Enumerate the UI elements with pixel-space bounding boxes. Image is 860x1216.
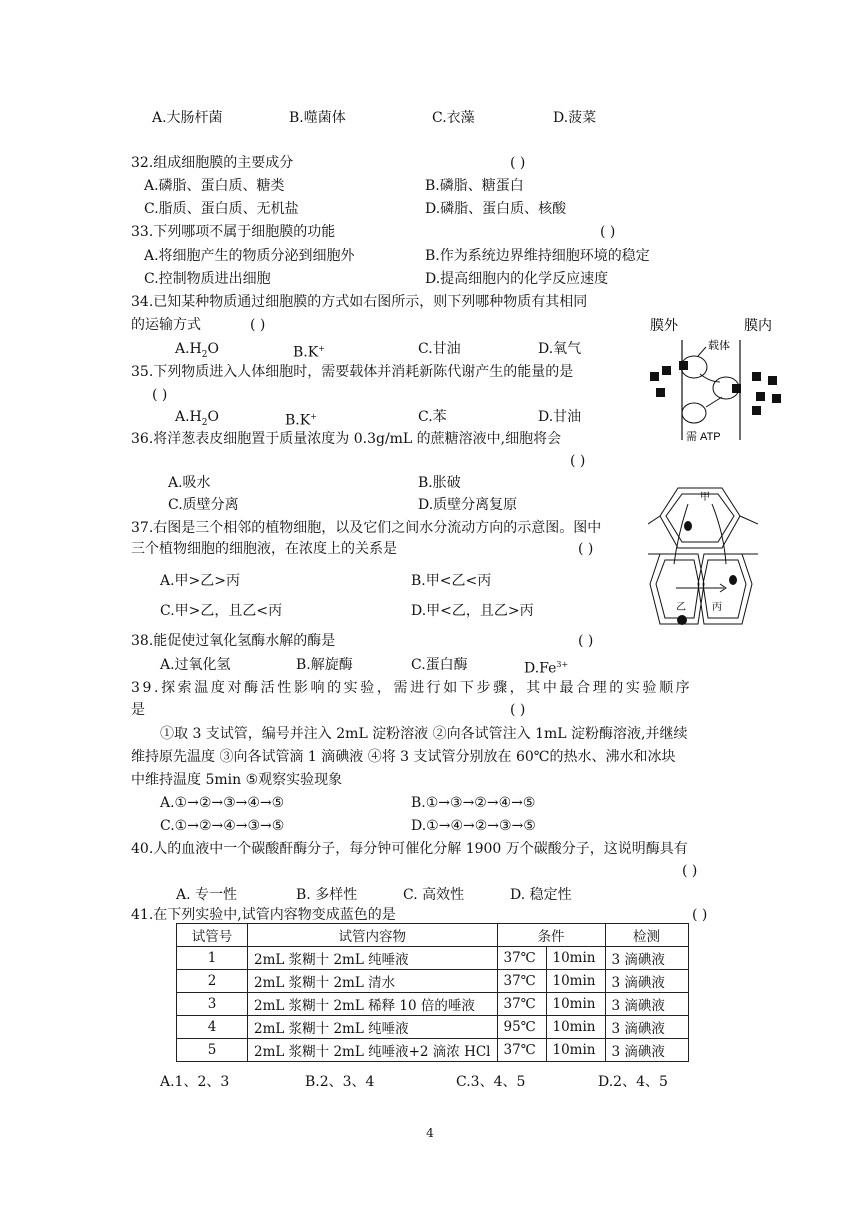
q34-option-b: B.K+ [293,344,325,361]
q34-option-c: C.甘油 [418,341,461,357]
q40-option-d: D. 稳定性 [510,887,572,903]
q40-answer-paren: ( ) [682,863,698,879]
q38-answer-paren: ( ) [578,633,594,649]
carrier-arrow-2 [706,397,722,407]
q35-stem: 35.下列物质进入人体细胞时，需要载体并消耗新陈代谢产生的能量的是 [131,364,574,380]
molecule-inside-3 [756,392,765,401]
cell-time: 10min [546,993,605,1016]
cell-yi-label: 乙 [676,602,686,613]
q39-step-line3: 中维持温度 5min ⑤观察实验现象 [131,772,343,788]
q39-step-line2: 维持原先温度 ③向各试管滴 1 滴碘液 ④将 3 支试管分别放在 60℃的热水、沸水和冰块 [131,749,676,765]
cell-tube: 3 [177,993,248,1016]
q33-answer-paren: ( ) [600,224,616,240]
cell-time: 10min [546,947,605,970]
q35-answer-paren: ( ) [152,387,168,403]
q34-option-a: $A.H_2O$ [175,341,219,360]
q31-option-c: C.衣藻 [432,110,475,126]
cell-contents: 2mL 浆糊十 2mL 纯唾液 [248,1016,498,1039]
cell-detection: 3 滴碘液 [605,970,688,993]
q37-option-a: A.甲>乙>丙 [160,573,241,589]
q41-answer-paren: ( ) [692,907,708,923]
q41-option-a: A.1、2、3 [160,1074,230,1090]
cell-bing-label: 丙 [712,602,722,613]
membrane-inside-label: 膜内 [744,317,772,333]
cell-contents: 2mL 浆糊十 2mL 纯唾液+2 滴浓 HCl [248,1039,498,1062]
q39-option-c: C.①→②→④→③→⑤ [160,818,285,834]
carrier-protein-3 [682,403,706,423]
q41-stem: 41.在下列实验中,试管内容物变成蓝色的是 [131,907,396,923]
cell-time: 10min [546,970,605,993]
q41-option-d: D.2、4、5 [598,1074,668,1090]
q32-option-b: B.磷脂、糖蛋白 [425,178,524,194]
q36-stem: 36.将洋葱表皮细胞置于质量浓度为 0.3g/mL 的蔗糖溶液中,细胞将会 [131,431,562,447]
molecule-inside-4 [772,394,781,403]
molecule-outside-3 [656,388,665,397]
q40-option-c: C. 高效性 [403,887,465,903]
q33-option-a: A.将细胞产生的物质分泌到细胞外 [144,248,355,264]
q38-option-d: $D.Fe^{3+}$ [524,660,569,677]
cell-temperature: 37℃ [497,947,546,970]
carrier-pointer [698,347,706,356]
q37-answer-paren: ( ) [578,541,594,557]
q39-stem-line2: 是 [131,702,145,718]
q32-option-a: A.磷脂、蛋白质、糖类 [144,178,285,194]
q37-stem-line1: 37.右图是三个相邻的植物细胞，以及它们之间水分流动方向的示意图。图中 [131,520,602,536]
molecule-in-carrier-in [732,384,741,393]
table-row [177,1039,689,1062]
q36-option-d: D.质壁分离复原 [418,497,518,513]
cell-detection: 3 滴碘液 [605,1039,688,1062]
q38-option-a: A.过氧化氢 [160,657,231,673]
cell-tube: 4 [177,1016,248,1039]
table-header-row [177,924,689,947]
q35-option-d: D.甘油 [538,409,582,425]
q37-option-b: B.甲<乙<丙 [411,573,492,589]
q36-option-c: C.质壁分离 [168,497,239,513]
q31-option-b: B.噬菌体 [289,110,346,126]
q34-option-d: D.氧气 [538,341,582,357]
q31-option-d: D.菠菜 [553,110,597,126]
q35-option-a: $A.H_2O$ [175,409,219,428]
q40-stem: 40.人的血液中一个碳酸酐酶分子，每分钟可催化分解 1900 万个碳酸分子，这说明酶具有 [131,841,688,857]
cell-tube: 2 [177,970,248,993]
nucleus-bing [729,575,737,585]
atp-label: 需 ATP [686,431,721,443]
header-conditions: 条件 [497,924,605,947]
carrier-label: 载体 [708,340,730,352]
q31-option-a: A.大肠杆菌 [152,110,223,126]
q38-option-c: C.蛋白酶 [411,657,468,673]
q32-answer-paren: ( ) [510,155,526,171]
cell-tube: 5 [177,1039,248,1062]
q40-option-b: B. 多样性 [296,887,358,903]
cell-temperature: 95℃ [497,1016,546,1039]
q39-option-b: B.①→③→②→④→⑤ [411,795,536,811]
cell-time: 10min [546,1016,605,1039]
cell-jia-label: 甲 [700,492,710,503]
q41-option-c: C.3、4、5 [456,1074,526,1090]
q36-option-a: A.吸水 [168,475,211,491]
q39-option-d: D.①→④→②→③→⑤ [411,818,536,834]
q35-option-c: C.苯 [418,409,447,425]
q39-stem-line1: 39.探索温度对酶活性影响的实验，需进行如下步骤，其中最合理的实验顺序 [131,680,693,696]
water-flow-arrow-jia-yi [674,504,688,564]
cell-time: 10min [546,1039,605,1062]
q33-option-c: C.控制物质进出细胞 [144,271,271,287]
cell-detection: 3 滴碘液 [605,1016,688,1039]
header-detection: 检测 [605,924,688,947]
table-row [177,993,689,1016]
table-row [177,970,689,993]
table-row [177,947,689,970]
page-number: 4 [426,1126,434,1140]
plant-cells-diagram [648,484,758,634]
membrane-transport-diagram [640,312,790,447]
q32-stem: 32.组成细胞膜的主要成分 [131,155,294,171]
water-flow-arrow-jia-bing [712,504,726,564]
q34-stem-line1: 34.已知某种物质通过细胞膜的方式如右图所示，则下列哪种物质有其相同 [131,294,588,310]
cell-contents: 2mL 浆糊十 2mL 稀释 10 倍的唾液 [248,993,498,1016]
q39-option-a: A.①→②→③→④→⑤ [160,795,285,811]
molecule-outside-1 [650,372,659,381]
cell-temperature: 37℃ [497,993,546,1016]
q33-option-d: D.提高细胞内的化学反应速度 [425,271,609,287]
q39-step-line1: ①取 3 支试管，编号并注入 2mL 淀粉溶液 ②向各试管注入 1mL 淀粉酶溶液,并继续 [160,726,688,742]
cell-detection: 3 滴碘液 [605,993,688,1016]
molecule-inside-2 [768,376,777,385]
q36-option-b: B.胀破 [418,475,461,491]
nucleus-jia [684,521,692,531]
q36-answer-paren: ( ) [570,453,586,469]
molecule-in-carrier-out [679,361,688,370]
q34-stem-line2: 的运输方式 [131,317,201,333]
q37-stem-line2: 三个植物细胞的细胞液，在浓度上的关系是 [131,541,397,557]
cell-yi-wall [650,554,704,624]
q35-option-b: B.K+ [285,412,317,429]
q41-option-b: B.2、3、4 [305,1074,375,1090]
molecule-inside-1 [752,372,761,381]
q39-answer-paren: ( ) [510,702,526,718]
q32-option-d: D.磷脂、蛋白质、核酸 [425,201,567,217]
experiment-table [176,923,689,1062]
q38-option-b: B.解旋酶 [296,657,353,673]
q32-option-c: C.脂质、蛋白质、无机盐 [144,201,299,217]
q38-stem: 38.能促使过氧化氢酶水解的酶是 [131,633,336,649]
header-tube-number: 试管号 [177,924,248,947]
q37-option-d: D.甲<乙，且乙>丙 [411,603,534,619]
cell-detection: 3 滴碘液 [605,947,688,970]
cell-tube: 1 [177,947,248,970]
table-row [177,1016,689,1039]
q33-stem: 33.下列哪项不属于细胞膜的功能 [131,224,336,240]
header-contents: 试管内容物 [248,924,498,947]
molecule-outside-2 [662,366,671,375]
cell-contents: 2mL 浆糊十 2mL 纯唾液 [248,947,498,970]
membrane-outside-label: 膜外 [650,317,678,333]
cell-temperature: 37℃ [497,1039,546,1062]
q34-answer-paren: ( ) [250,317,266,333]
nucleus-yi [677,615,687,625]
q40-option-a: A. 专一性 [176,887,238,903]
cell-contents: 2mL 浆糊十 2mL 清水 [248,970,498,993]
q37-option-c: C.甲>乙，且乙<丙 [160,603,283,619]
molecule-inside-5 [752,406,761,415]
cell-temperature: 37℃ [497,970,546,993]
q33-option-b: B.作为系统边界维持细胞环境的稳定 [425,248,650,264]
